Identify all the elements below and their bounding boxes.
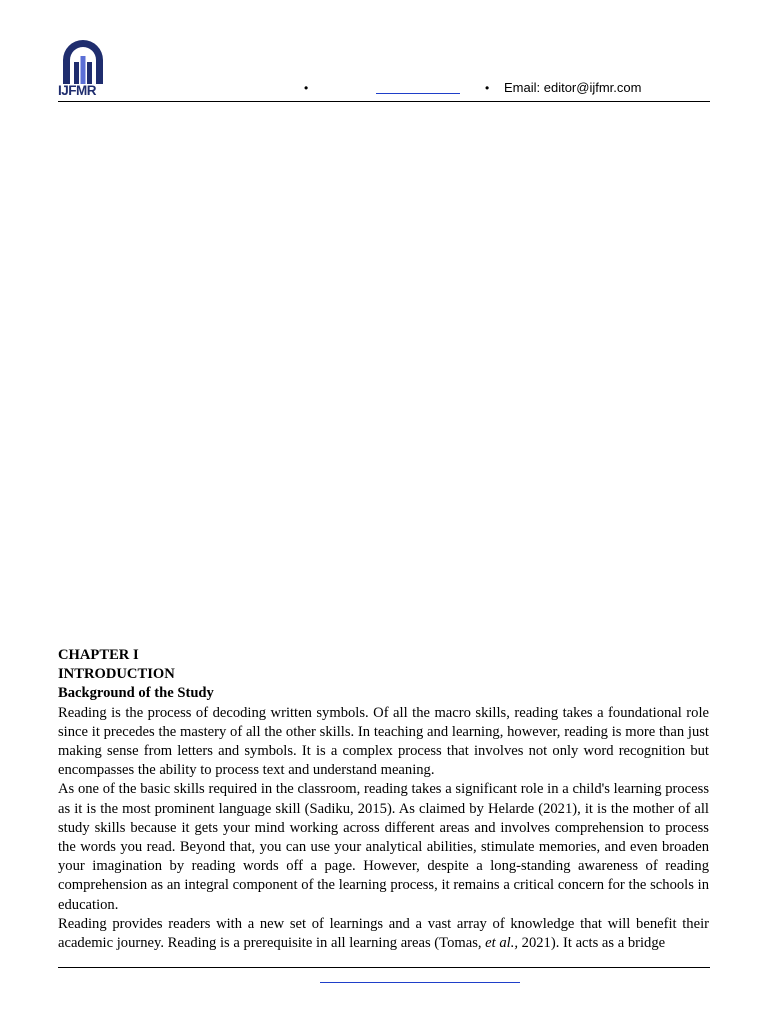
building-arch-icon	[61, 38, 105, 84]
article-body	[58, 646, 709, 953]
citation-italic: et al.,	[485, 935, 519, 952]
paragraph-text: Reading provides readers with a new set of learnings and a vast array of knowledge that will benefit their academic journey. Reading is a prerequisite in all learning areas (Tomas,	[58, 915, 709, 952]
header-bullet: •	[304, 81, 309, 95]
paragraph-text: 2021). It acts as a bridge	[518, 935, 666, 952]
header-bullet: •	[485, 81, 490, 95]
paragraph	[58, 915, 709, 953]
email-contact[interactable]: Email: editor@ijfmr.com	[504, 80, 642, 95]
ijfmr-logo	[58, 38, 108, 100]
subsection-heading: Background of the Study	[58, 685, 214, 702]
section-heading: INTRODUCTION	[58, 666, 175, 683]
paragraph: Reading is the process of decoding written symbols. Of all the macro skills, reading takes a foundational role since it precedes the mastery of all the other skills. In teaching and learning, however, reading is more than just making sense from letters and symbols. It is a complex process that involves not only word recognition but encompasses the ability to process text and understand meaning.	[58, 704, 709, 779]
chapter-heading: CHAPTER I	[58, 647, 139, 663]
footer-divider	[58, 967, 710, 968]
footer-link[interactable]	[320, 982, 520, 983]
header-divider	[58, 101, 710, 102]
page-header	[58, 38, 710, 102]
paragraph: As one of the basic skills required in the classroom, reading takes a significant role in a child's learning process as it is the most prominent language skill (Sadiku, 2015). As claimed by Helarde (2021), it is the mother of all study skills because it gets your mind working across different areas and involves comprehension to process the words you read. Beyond that, you can use your analytical abilities, stimulate memories, and even broaden your imagination by reading words off a page. However, despite a long-standing awareness of reading comprehension as an integral component of the learning process, it remains a critical concern for the schools in education.	[58, 781, 709, 913]
logo-text: IJFMR	[58, 83, 96, 98]
website-link[interactable]	[376, 93, 460, 94]
